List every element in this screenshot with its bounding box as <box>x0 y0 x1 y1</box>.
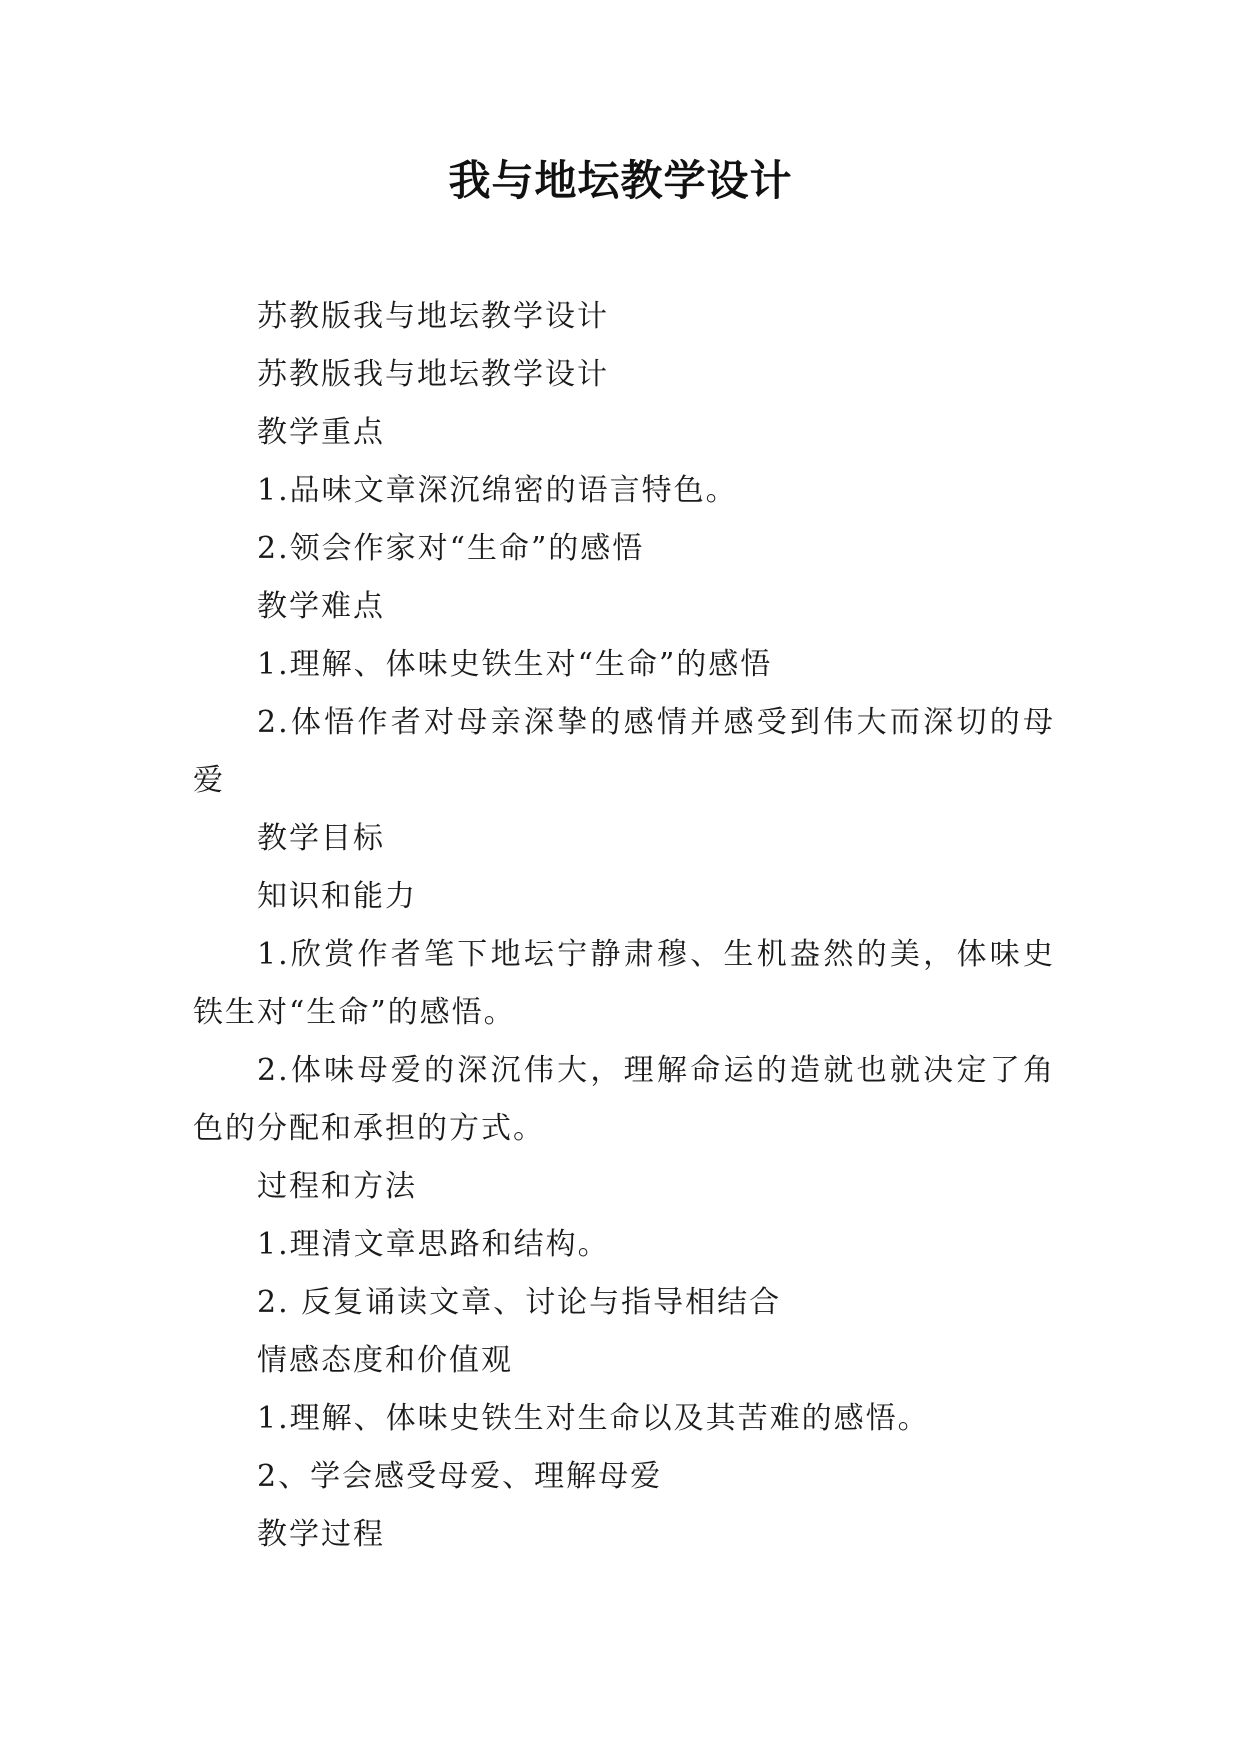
section-heading: 教学难点 <box>257 589 385 624</box>
subsection-heading: 过程和方法 <box>257 1169 417 1204</box>
section-heading: 教学目标 <box>257 821 385 856</box>
section-heading: 教学过程 <box>257 1517 385 1552</box>
paragraph: 1.品味文章深沉绵密的语言特色。 <box>257 473 738 508</box>
paragraph: 1.理解、体味史铁生对生命以及其苦难的感悟。 <box>257 1401 930 1436</box>
document-title: 我与地坛教学设计 <box>448 156 793 205</box>
paragraph: 2.领会作家对“生命”的感悟 <box>257 531 645 566</box>
paragraph: 2. 反复诵读文章、讨论与指导相结合 <box>257 1285 782 1320</box>
paragraph: 1.理清文章思路和结构。 <box>257 1227 610 1262</box>
paragraph: 苏教版我与地坛教学设计 <box>257 299 609 334</box>
paragraph: 2.体味母爱的深沉伟大，理解命运的造就也就决定了角色的分配和承担的方式。 <box>193 1053 1055 1146</box>
paragraph: 1.欣赏作者笔下地坛宁静肃穆、生机盎然的美，体味史铁生对“生命”的感悟。 <box>193 937 1055 1030</box>
section-heading: 教学重点 <box>257 415 385 450</box>
paragraph: 苏教版我与地坛教学设计 <box>257 357 609 392</box>
subsection-heading: 情感态度和价值观 <box>257 1343 513 1378</box>
paragraph: 2.体悟作者对母亲深挚的感情并感受到伟大而深切的母爱 <box>193 705 1055 798</box>
paragraph: 2、学会感受母爱、理解母爱 <box>257 1459 663 1494</box>
subsection-heading: 知识和能力 <box>257 879 417 914</box>
document-body <box>193 288 1055 1564</box>
paragraph: 1.理解、体味史铁生对“生命”的感悟 <box>257 647 773 682</box>
